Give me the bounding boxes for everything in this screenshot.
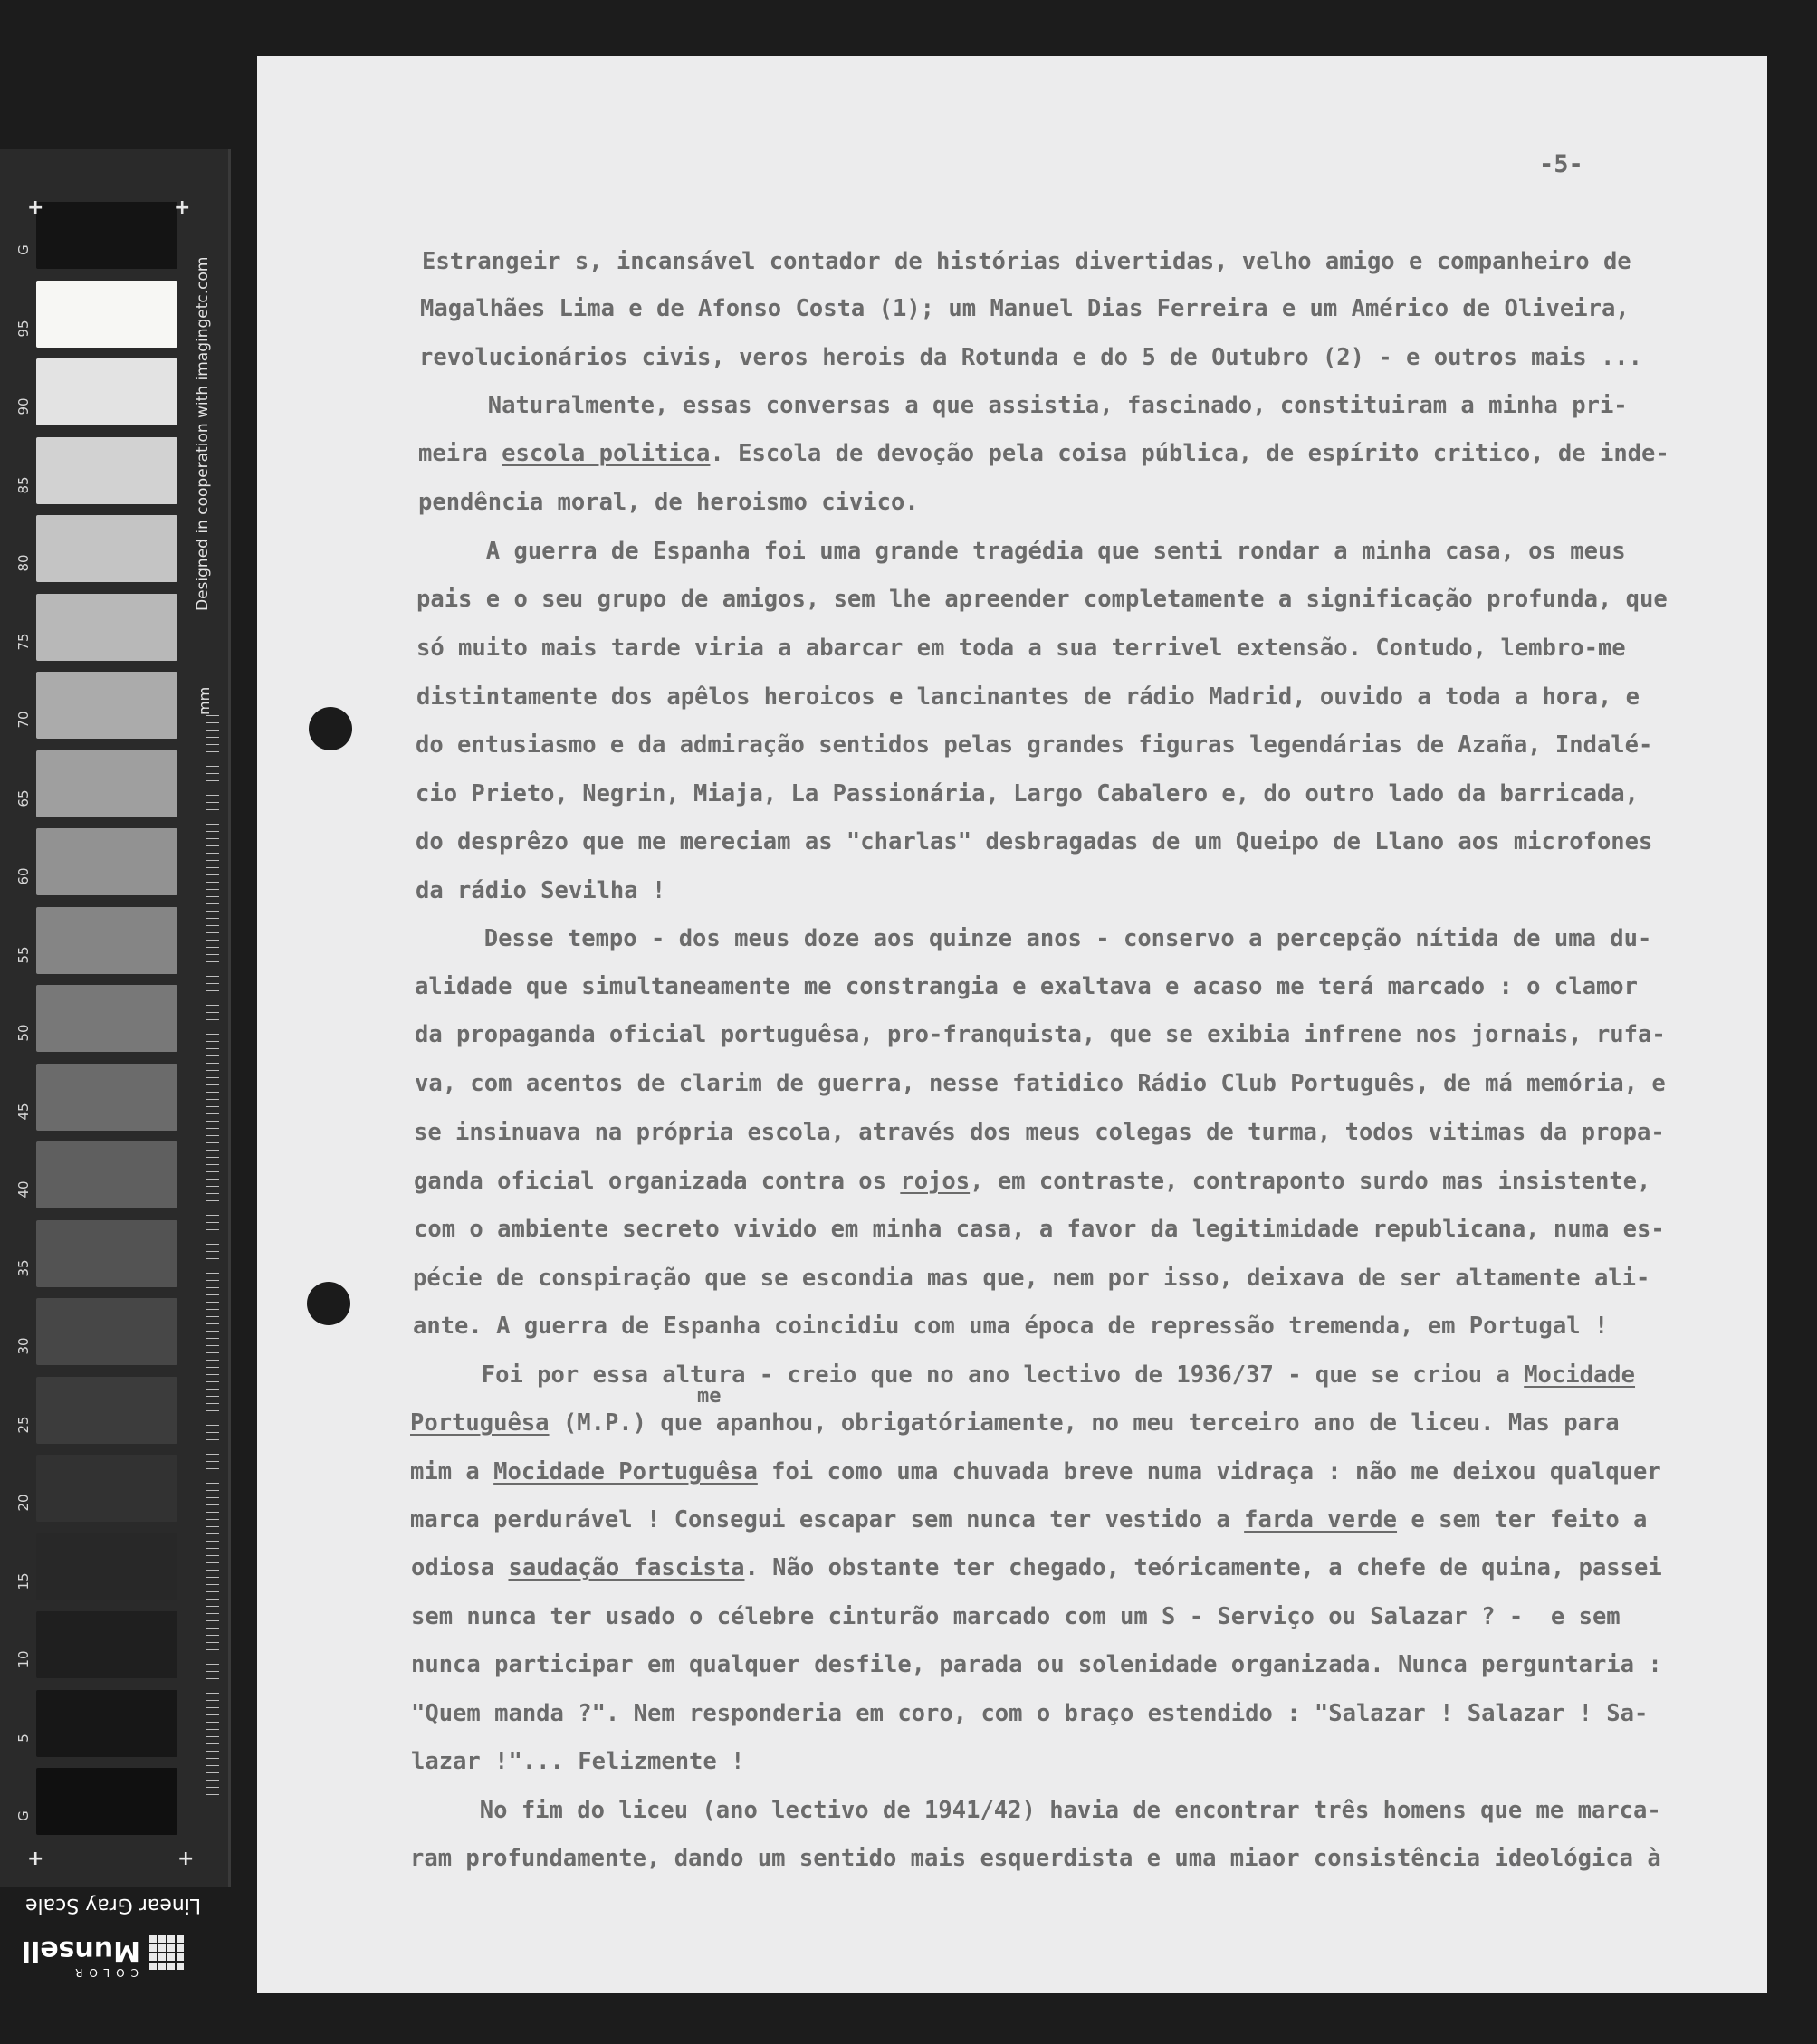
text-line — [411, 1552, 1662, 1584]
text-line — [416, 778, 1639, 810]
punch-hole — [307, 1282, 350, 1325]
text-line — [422, 245, 1631, 278]
mm-ruler — [206, 715, 219, 1801]
gray-swatch — [36, 1611, 177, 1678]
text-run: distintamente dos apêlos heroicos e lancinantes de rádio Madrid, ouvido a toda a hora, e — [416, 683, 1640, 711]
scale-number: 90 — [15, 397, 32, 415]
gray-swatch — [36, 1141, 177, 1208]
text-run: Desse tempo - dos meus doze aos quinze anos - conservo a percepção nítida de uma du- — [415, 925, 1652, 952]
plus-mark: + — [27, 1848, 44, 1870]
text-run: . Escola de devoção pela coisa pública, de espírito critico, de inde- — [710, 440, 1669, 467]
text-line — [416, 681, 1640, 713]
scale-number: 25 — [15, 1415, 32, 1434]
text-run: do entusiasmo e da admiração sentidos pelas grandes figuras legendárias de Azaña, Indalé- — [416, 731, 1653, 759]
card-credit-text: Designed in cooperation with imagingetc.com — [194, 256, 212, 611]
text-line — [411, 1648, 1662, 1681]
munsell-grid-icon — [149, 1935, 186, 1972]
text-line — [418, 486, 919, 519]
linear-gray-scale-label: Linear Gray Scale — [25, 1894, 202, 1916]
text-run: pécie de conspiração que se escondia mas que, nem por isso, deixava de ser altamente ali- — [413, 1265, 1650, 1292]
text-line — [410, 1407, 1620, 1439]
scale-number: G — [15, 1810, 32, 1821]
text-line — [416, 729, 1652, 761]
text-run: do desprêzo que me mereciam as "charlas" desbragadas de um Queipo de Llano aos microfones — [416, 828, 1653, 855]
gray-swatch — [36, 907, 177, 974]
text-line — [416, 535, 1626, 568]
gray-swatch — [36, 828, 177, 895]
text-run: da propaganda oficial portuguêsa, pro-franquista, que se exibia infrene nos jornais, rufa- — [415, 1021, 1666, 1048]
text-line — [418, 389, 1628, 422]
text-line — [416, 632, 1626, 664]
text-line — [414, 1213, 1665, 1246]
scale-number: 55 — [15, 945, 32, 964]
text-run: se insinuava na própria escola, através dos meus colegas de turma, todos vitimas da propa- — [414, 1119, 1665, 1146]
text-run: revolucionários civis, veros herois da Rotunda e do 5 de Outubro (2) - e outros mais ... — [419, 344, 1643, 371]
gray-swatches — [36, 202, 183, 1849]
text-line — [415, 970, 1638, 1003]
text-run: Magalhães Lima e de Afonso Costa (1); um Manuel Dias Ferreira e um Américo de Oliveira, — [420, 295, 1630, 322]
text-line — [411, 1600, 1621, 1633]
text-line — [416, 583, 1668, 616]
text-run: ganda oficial organizada contra os — [414, 1168, 901, 1195]
text-run: ante. A guerra de Espanha coincidiu com uma época de repressão tremenda, em Portugal ! — [413, 1313, 1609, 1340]
text-run: . Não obstante ter chegado, teóricamente, a chefe de quina, passei — [744, 1554, 1662, 1581]
underlined-phrase: escola politica — [502, 440, 711, 467]
gray-swatch — [36, 1768, 177, 1835]
gray-swatch — [36, 515, 177, 582]
text-line — [413, 1310, 1608, 1342]
scale-number: 85 — [15, 475, 32, 494]
text-line — [410, 1842, 1661, 1875]
gray-swatch — [36, 202, 177, 269]
text-line — [415, 1067, 1666, 1100]
gray-swatch — [36, 1533, 177, 1600]
scale-number: 45 — [15, 1102, 32, 1121]
text-line — [420, 292, 1630, 325]
gray-swatch — [36, 1064, 177, 1131]
gray-swatch — [36, 437, 177, 504]
munsell-brand-text: Munsell — [21, 1934, 140, 1966]
scale-number: 60 — [15, 867, 32, 885]
text-line — [410, 1456, 1661, 1488]
text-run: meira — [418, 440, 502, 467]
munsell-logo — [21, 1928, 186, 1979]
plus-mark: + — [177, 1848, 195, 1870]
gray-swatch — [36, 358, 177, 425]
gray-swatch — [36, 985, 177, 1052]
interlinear-insertion: me — [697, 1385, 722, 1408]
scale-number: G — [15, 244, 32, 255]
text-run: Foi por essa altura - creio que no ano lectivo de 1936/37 - que se criou a — [412, 1361, 1525, 1389]
scale-number: 95 — [15, 319, 32, 338]
text-run: A guerra de Espanha foi uma grande tragédia que senti rondar a minha casa, os meus — [416, 538, 1626, 565]
scale-number: 20 — [15, 1494, 32, 1512]
text-run: odiosa — [411, 1554, 509, 1581]
gray-swatch — [36, 1220, 177, 1287]
underlined-phrase: Portuguêsa — [410, 1409, 550, 1437]
gray-swatch — [36, 594, 177, 661]
text-run: No fim do liceu (ano lectivo de 1941/42) havia de encontrar três homens que me marca- — [410, 1797, 1661, 1824]
text-line — [414, 1165, 1650, 1198]
text-run: pendência moral, de heroismo civico. — [418, 489, 919, 516]
text-line — [411, 1745, 744, 1778]
scale-number: 75 — [15, 632, 32, 651]
underlined-phrase: Mocidade — [1524, 1361, 1636, 1389]
gray-swatch — [36, 1298, 177, 1365]
gray-swatch — [36, 750, 177, 817]
underlined-phrase: Mocidade Portuguêsa — [493, 1458, 758, 1485]
scale-number: 80 — [15, 554, 32, 572]
underlined-phrase: saudação fascista — [508, 1554, 745, 1581]
text-line — [416, 826, 1652, 858]
text-run: "Quem manda ?". Nem responderia em coro, com o braço estendido : "Salazar ! Salazar ! Sa- — [411, 1700, 1649, 1727]
text-run: Estrangeir s, incansável contador de histórias divertidas, velho amigo e companheiro de — [422, 248, 1631, 275]
gray-swatch — [36, 1377, 177, 1444]
mm-label: mm — [196, 686, 213, 715]
scale-number: 30 — [15, 1337, 32, 1355]
text-run: da rádio Sevilha ! — [416, 877, 666, 904]
text-run: e sem ter feito a — [1397, 1506, 1648, 1533]
text-run: (M.P.) que apanhou, obrigatóriamente, no meu terceiro ano de liceu. Mas para — [549, 1409, 1620, 1437]
text-run: só muito mais tarde viria a abarcar em toda a sua terrivel extensão. Contudo, lembro-me — [416, 635, 1626, 662]
text-run: alidade que simultaneamente me constrangia e exaltava e acaso me terá marcado : o clamor — [415, 973, 1639, 1000]
underlined-phrase: rojos — [900, 1168, 971, 1195]
text-run: , em contraste, contraponto surdo mas insistente, — [970, 1168, 1651, 1195]
text-line — [414, 1116, 1665, 1149]
scale-number: 15 — [15, 1571, 32, 1590]
munsell-color-text: COLOR — [69, 1966, 139, 1979]
scale-number: 40 — [15, 1180, 32, 1199]
page-number: -5- — [1539, 150, 1583, 178]
gray-swatch — [36, 281, 177, 348]
text-run: nunca participar em qualquer desfile, parada ou solenidade organizada. Nunca perguntaria : — [411, 1651, 1662, 1678]
text-line — [412, 1359, 1635, 1391]
text-run: pais e o seu grupo de amigos, sem lhe apreender completamente a significação profunda, que — [416, 586, 1668, 613]
punch-hole — [309, 707, 352, 750]
text-line — [419, 341, 1642, 374]
text-line — [418, 437, 1669, 470]
text-run: Naturalmente, essas conversas a que assistia, fascinado, constituiram a minha pri- — [418, 392, 1628, 419]
underlined-phrase: farda verde — [1244, 1506, 1398, 1533]
text-run: sem nunca ter usado o célebre cinturão marcado com um S - Serviço ou Salazar ? - e sem — [411, 1603, 1621, 1630]
text-run: foi como uma chuvada breve numa vidraça : não me deixou qualquer — [757, 1458, 1661, 1485]
text-line — [410, 1794, 1661, 1827]
text-run: lazar !"... Felizmente ! — [411, 1748, 745, 1775]
scale-number: 70 — [15, 711, 32, 729]
text-run: com o ambiente secreto vivido em minha casa, a favor da legitimidade republicana, numa es- — [414, 1216, 1665, 1243]
text-line — [413, 1262, 1650, 1294]
text-run: ram profundamente, dando um sentido mais esquerdista e uma miaor consistência ideológica à — [410, 1845, 1661, 1872]
plus-mark: + — [174, 196, 191, 219]
gray-swatch — [36, 1455, 177, 1522]
gray-swatch — [36, 672, 177, 739]
text-line — [416, 874, 665, 907]
scale-number: 35 — [15, 1258, 32, 1277]
scale-number: 10 — [15, 1650, 32, 1668]
plus-mark: + — [27, 196, 44, 219]
text-line — [415, 922, 1651, 955]
text-run: marca perdurável ! Consegui escapar sem nunca ter vestido a — [410, 1506, 1245, 1533]
text-run: cio Prieto, Negrin, Miaja, La Passionária, Largo Cabalero e, do outro lado da barricada, — [416, 780, 1640, 807]
scale-number: 50 — [15, 1024, 32, 1042]
text-line — [411, 1697, 1648, 1730]
text-run: mim a — [410, 1458, 494, 1485]
text-run: va, com acentos de clarim de guerra, nesse fatidico Rádio Club Português, de má memória, e — [415, 1070, 1666, 1097]
scale-number: 5 — [15, 1733, 32, 1743]
scale-number: 65 — [15, 788, 32, 807]
text-line — [410, 1504, 1647, 1536]
gray-swatch — [36, 1690, 177, 1757]
text-line — [415, 1018, 1666, 1051]
